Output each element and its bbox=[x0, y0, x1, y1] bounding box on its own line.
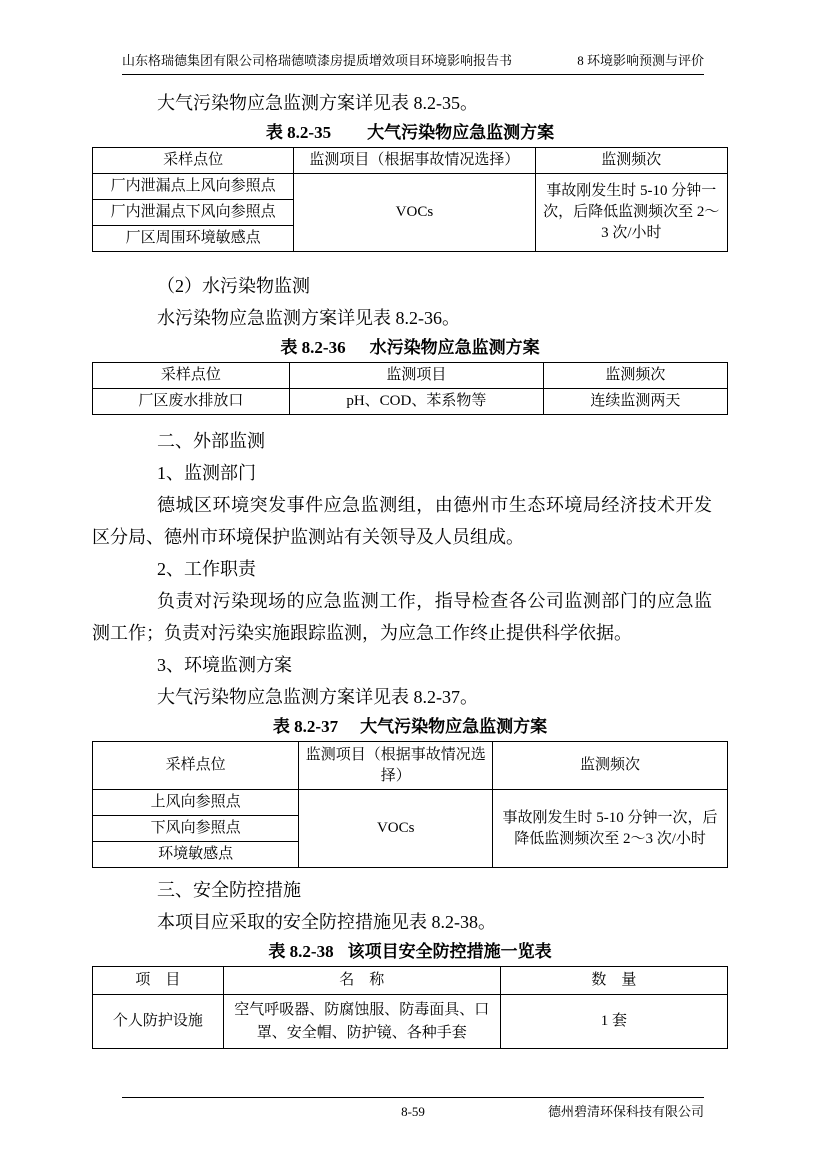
section-water-monitoring: （2）水污染物监测 bbox=[157, 276, 310, 296]
table35-site-2: 厂内泄漏点下风向参照点 bbox=[93, 200, 294, 226]
table37-header-site: 采样点位 bbox=[93, 742, 299, 790]
table-8-2-37 bbox=[92, 741, 728, 868]
table36-header-frequency: 监测频次 bbox=[543, 363, 727, 389]
table-8-2-35 bbox=[92, 147, 728, 252]
table35-frequency-value: 事故刚发生时 5-10 分钟一次，后降低监测频次至 2～3 次/小时 bbox=[535, 174, 727, 252]
table36-caption bbox=[92, 334, 728, 362]
table38-caption-label: 表 8.2-38 bbox=[268, 942, 334, 961]
paragraph-department: 德城区环境突发事件应急监测组，由德州市生态环境局经济技术开发区分局、德州市环境保护监测站有关领导及人员组成。 bbox=[92, 495, 712, 547]
table35-header-project: 监测项目（根据事故情况选择） bbox=[294, 148, 535, 174]
table35-site-1: 厂内泄漏点上风向参照点 bbox=[93, 174, 294, 200]
table37-caption bbox=[92, 713, 728, 741]
header-chapter-title: 8 环境影响预测与评价 bbox=[577, 53, 704, 68]
table37-header-frequency: 监测频次 bbox=[493, 742, 728, 790]
section-safety-measures: 三、安全防控措施 bbox=[157, 880, 301, 900]
page-header bbox=[122, 52, 704, 75]
table38-quantity-value: 1 套 bbox=[500, 995, 727, 1049]
table38-header-name: 名 称 bbox=[223, 967, 500, 995]
paragraph-intro-table36: 水污染物应急监测方案详见表 8.2-36。 bbox=[157, 308, 460, 328]
table35-project-value: VOCs bbox=[294, 174, 535, 252]
table37-caption-label: 表 8.2-37 bbox=[272, 717, 339, 736]
table35-caption-label: 表 8.2-35 bbox=[265, 123, 332, 142]
table37-site-1: 上风向参照点 bbox=[93, 790, 299, 816]
page-number: 8-59 bbox=[401, 1104, 425, 1119]
table36-header-site: 采样点位 bbox=[93, 363, 290, 389]
table35-caption-title: 大气污染物应急监测方案 bbox=[367, 123, 555, 142]
paragraph-intro-table38: 本项目应采取的安全防控措施见表 8.2-38。 bbox=[157, 912, 496, 932]
table37-site-2: 下风向参照点 bbox=[93, 816, 299, 842]
table37-header-project: 监测项目（根据事故情况选择） bbox=[299, 742, 493, 790]
table37-frequency-value: 事故刚发生时 5-10 分钟一次，后降低监测频次至 2～3 次/小时 bbox=[493, 790, 728, 868]
section-external-monitoring: 二、外部监测 bbox=[157, 431, 265, 451]
table36-project-value: pH、COD、苯系物等 bbox=[289, 389, 543, 415]
table38-header-quantity: 数 量 bbox=[500, 967, 727, 995]
table38-name-value: 空气呼吸器、防腐蚀服、防毒面具、口罩、安全帽、防护镜、各种手套 bbox=[223, 995, 500, 1049]
table37-site-3: 环境敏感点 bbox=[93, 842, 299, 868]
paragraph-intro-table37: 大气污染物应急监测方案详见表 8.2-37。 bbox=[157, 687, 478, 707]
table36-frequency-value: 连续监测两天 bbox=[543, 389, 727, 415]
table35-site-3: 厂区周围环境敏感点 bbox=[93, 226, 294, 252]
table37-caption-title: 大气污染物应急监测方案 bbox=[360, 717, 548, 736]
table35-header-site: 采样点位 bbox=[93, 148, 294, 174]
table38-header-item: 项 目 bbox=[93, 967, 224, 995]
footer-company-name: 德州碧清环保科技有限公司 bbox=[547, 1104, 704, 1119]
paragraph-intro-table35: 大气污染物应急监测方案详见表 8.2-35。 bbox=[157, 93, 478, 113]
page-footer bbox=[122, 1097, 704, 1125]
table38-caption-title: 该项目安全防控措施一览表 bbox=[347, 942, 552, 961]
table-8-2-38 bbox=[92, 966, 728, 1049]
table36-header-project: 监测项目 bbox=[289, 363, 543, 389]
paragraph-duty: 负责对污染现场的应急监测工作，指导检查各公司监测部门的应急监测工作；负责对污染实施跟踪监测，为应急工作终止提供科学依据。 bbox=[92, 591, 712, 643]
table36-caption-title: 水污染物应急监测方案 bbox=[369, 338, 540, 357]
header-report-title: 山东格瑞德集团有限公司格瑞德喷漆房提质增效项目环境影响报告书 bbox=[122, 53, 513, 68]
table36-caption-label: 表 8.2-36 bbox=[280, 338, 346, 357]
table35-header-frequency: 监测频次 bbox=[535, 148, 727, 174]
table36-site-value: 厂区废水排放口 bbox=[93, 389, 290, 415]
item-work-duty: 2、工作职责 bbox=[157, 559, 256, 579]
table35-caption bbox=[92, 119, 728, 147]
item-monitoring-department: 1、监测部门 bbox=[157, 463, 256, 483]
table38-item-value: 个人防护设施 bbox=[93, 995, 224, 1049]
table38-caption bbox=[92, 938, 728, 966]
item-monitoring-plan: 3、环境监测方案 bbox=[157, 655, 292, 675]
table37-project-value: VOCs bbox=[299, 790, 493, 868]
table-8-2-36 bbox=[92, 362, 728, 415]
